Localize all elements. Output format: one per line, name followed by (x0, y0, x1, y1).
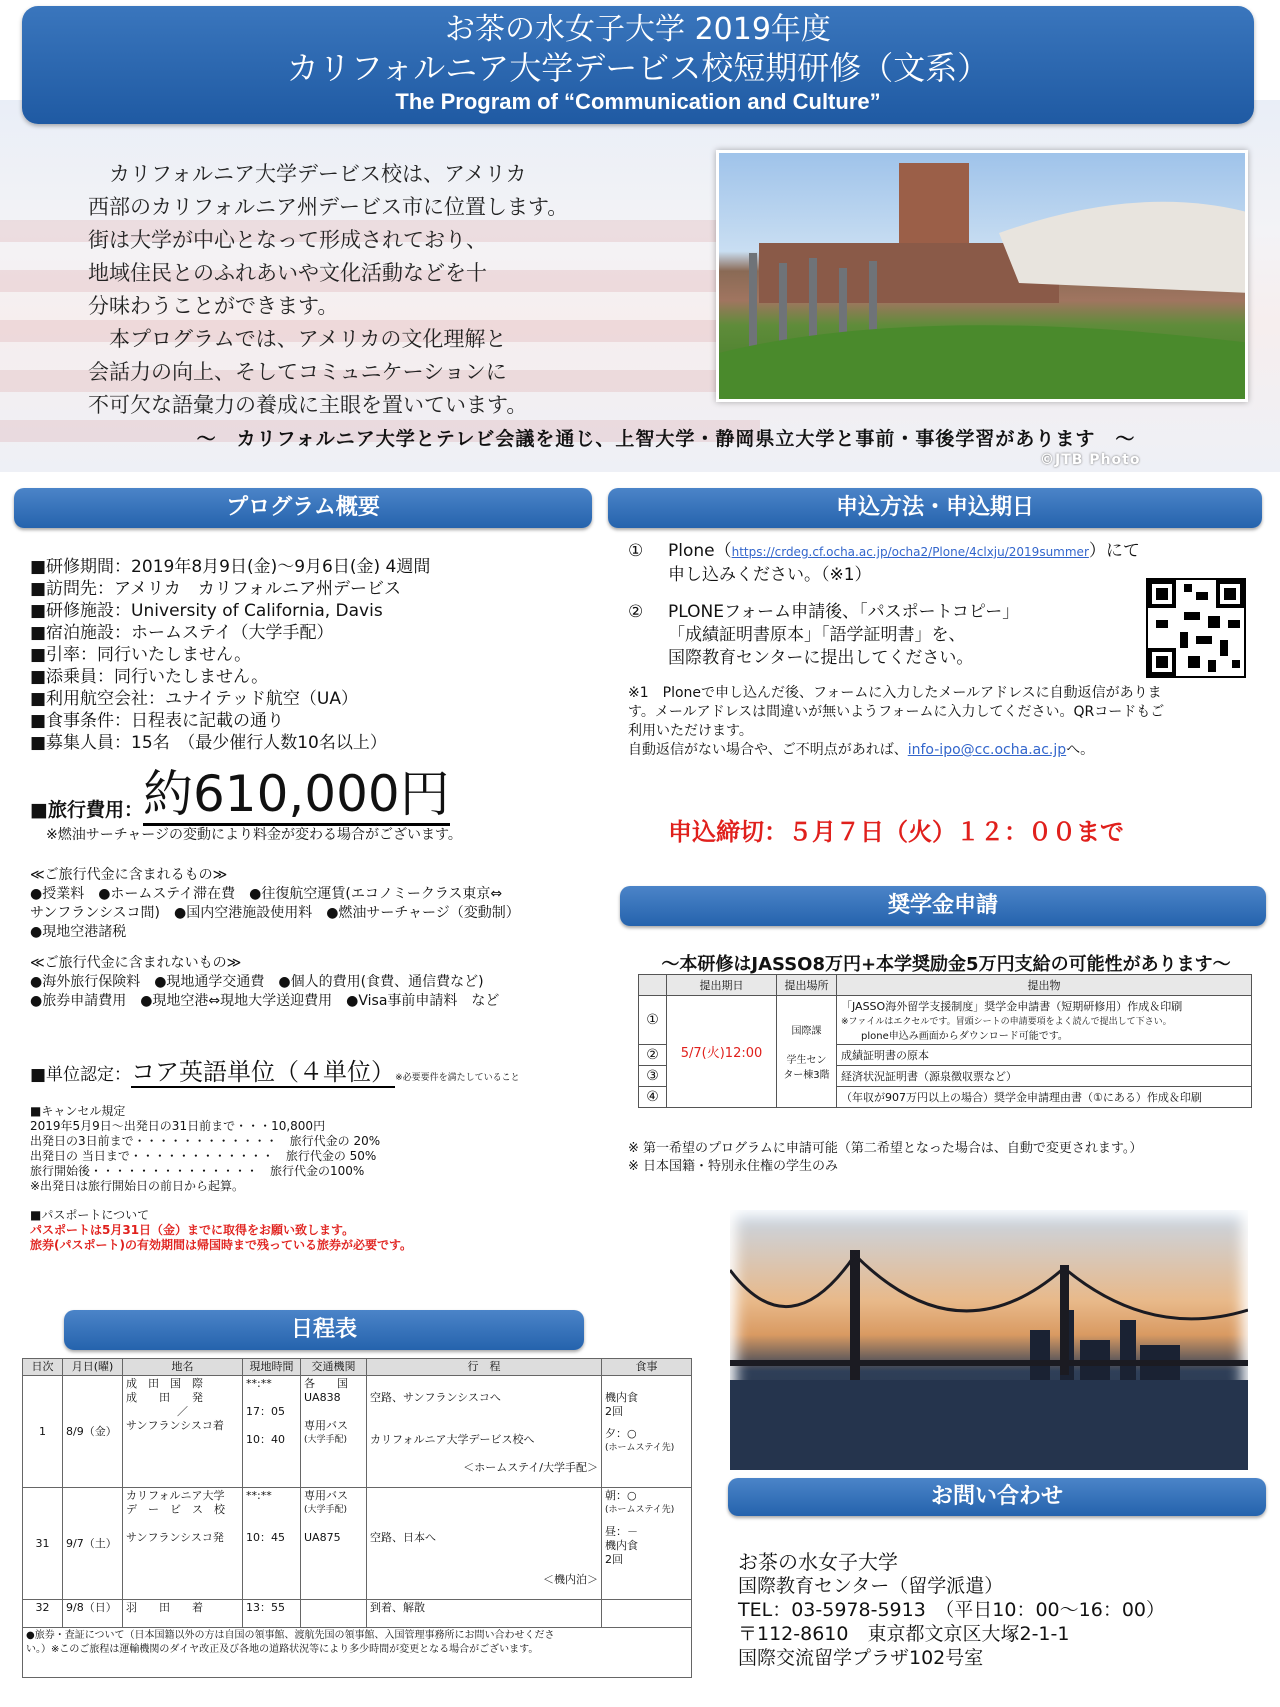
contact-heading: お問い合わせ (728, 1478, 1266, 1516)
schedule-heading: 日程表 (64, 1310, 584, 1350)
contact-info: お茶の水女子大学 国際教育センター（留学派遣） TEL：03-5978-5913 （平日10：00〜16：00） 〒112-8610 東京都文京区大塚2-1-1 国際交流留学プラザ102号室 (738, 1550, 1165, 1669)
fee-amount: 約610,000円 (143, 765, 450, 826)
apply-heading: 申込方法・申込期日 (608, 488, 1262, 528)
apply-steps: ① Plone（https://crdeg.cf.ocha.ac.jp/ocha2/Plone/4clxju/2019summer）にて 申し込みください。（※1） ② PLONEフォーム申請後、「パスポートコピー」 「成績証明書原本」「語学証明書」を、 国際教育センターに提出してください。 ※1 Ploneで申し込んだ後、フォームに入力したメールアドレスに自動返信がありま す。メールアドレスは間違いが無いようフォームに入力してください。QRコードもご 利用いただけます。 自動返信がない場合や、ご不明点があれば、info-ipo@cc.ocha.ac.jpへ。 (628, 541, 1165, 758)
fee-block (30, 766, 590, 845)
schedule-table: 日次 月日(曜) 地名 現地時間 交通機関 行 程 食事 1 8/9（金） 成 田 国 際 成 田 発 ／ サンフランシスコ着 **:** 17：05 10：40 各 国 UA838 専用バス (大学手配) 空路、サンフランシスコへ カリフォルニア大学デービス校へ ＜ホームステイ/大学手配＞ 機内食 2回 夕：○ (ホームステイ先) 31 9/7（土） カリフォルニア大学 デ ー ビ ス 校 サンフランシスコ発 **:** 10：45 専用バス (大学手配) UA875 空路、日本へ ＜機内泊＞ 朝：○ (ホームステイ先) 昼：－ 機内食 2回 32 9/8（日） 羽 田 着 13：55 到着、解散 ●旅券・査証について（日本国籍以外の方は自国の領事館、渡航先国の領事館、入国管理事務所にお問い合わせくださ い。）※このご旅程は運輸機関のダイヤ改正及び各地の道路状況等により多少時間が変更となる場合がございます。 (22, 1358, 692, 1678)
scholarship-table: 提出期日 提出場所 提出物 ① 5/7(火)12:00 国際課 学生セン ター棟3階 「JASSO海外留学支援制度」奨学金申請書（短期研修用）作成＆印刷 ※ファイルはエクセルです。冒頭シートの申請要項をよく読んで提出して下さい。 plone申込み画面からダウンロード可能です。 ② 成績証明書の原本 ③ 経済状況証明書（源泉徴収票など） ④ （年収が907万円以上の場合）奨学金申請理由書（①にある）作成＆印刷 (638, 974, 1252, 1108)
title-program: カリフォルニア大学デービス校短期研修（文系） (286, 49, 990, 87)
qr-code[interactable] (1146, 578, 1246, 678)
scholarship-notes: ※ 第一希望のプログラムに申請可能（第二希望となった場合は、自動で変更されます。） ※ 日本国籍・特別永住権の学生のみ (628, 1141, 1143, 1174)
submit-date: 5/7(火)12:00 (667, 996, 777, 1108)
page-header (22, 6, 1254, 124)
included-list: ≪ご旅行代金に含まれるもの≫ ●授業料 ●ホームステイ滞在費 ●往復航空運賃(エコノミークラス東京⇔ サンフランシスコ間) ●国内空港施設使用料 ●燃油サーチャージ（変動制） ●現地空港諸税 ≪ご旅行代金に含まれないもの≫ ●海外旅行保険料 ●現地通学交通費 ●個人的費用(食費、通信費など) ●旅券申請費用 ●現地空港⇔現地大学送迎費用 ●Visa事前申請料 など (30, 867, 520, 1009)
scholarship-heading: 奨学金申請 (620, 886, 1266, 926)
cancel-policy: ■キャンセル規定 2019年5月9日〜出発日の31日前まで・・・10,800円 出発日の3日前まで・・・・・・・・・・・・ 旅行代金の 20% 出発日の 当日まで・・・・・・・・・・・・ 旅行代金の 50% 旅行開始後・・・・・・・・・・・・・・ 旅行代金の100% ※出発日は旅行開始日の前日から起算。 ■パスポートについて パスポートは5月31日（金）までに取得をお願い致します。 旅券(パスポート)の有効期間は帰国時まで残っている旅券が必要です。 (30, 1104, 413, 1252)
campus-photo (716, 150, 1248, 402)
overview-heading: プログラム概要 (14, 488, 592, 528)
email-link[interactable]: info-ipo@cc.ocha.ac.jp (907, 742, 1067, 758)
tagline: 〜 カリフォルニア大学とテレビ会議を通じ、上智大学・静岡県立大学と事前・事後学習があります 〜 (196, 428, 1136, 450)
scholarship-subtitle: 〜本研修はJASSO8万円+本学奨励金5万円支給の可能性があります〜 (661, 954, 1231, 975)
bridge-photo (730, 1210, 1248, 1470)
credit-value: コア英語単位（４単位） (131, 1058, 396, 1086)
title-university: お茶の水女子大学 2019年度 (445, 12, 831, 47)
plone-link[interactable]: https://crdeg.cf.ocha.ac.jp/ocha2/Plone/4clxju/2019summer (731, 545, 1089, 559)
title-english: The Program of “Communication and Culture” (395, 89, 881, 114)
intro-text: カリフォルニア大学デービス校は、アメリカ 西部のカリフォルニア州デービス市に位置します。 街は大学が中心となって形成されており、 地域住民とのふれあいや文化活動などを十 分味わうことができます。 本プログラムでは、アメリカの文化理解と 会話力の向上、そしてコミュニケーションに 不可欠な語彙力の養成に主眼を置いています。 (88, 162, 569, 417)
overview-list: ■研修期間：2019年8月9日(金)～9月6日(金) 4週間 ■訪問先：アメリカ カリフォルニア州デービス ■研修施設：University of California, Davis ■宿泊施設：ホームステイ（大学手配） ■引率：同行いたしません。 ■添乗員：同行いたしません。 ■利用航空会社：ユナイテッド航空（UA） ■食事条件：日程表に記載の通り ■募集人員：15名 （最少催行人数10名以上） (30, 557, 431, 753)
credit-block: ■単位認定：コア英語単位（４単位）※必要要件を満たしていること (30, 1058, 520, 1086)
photo-credit: ©JTB Photo (1040, 452, 1141, 468)
deadline-text: 申込締切：５月７日（火）１２：００まで (668, 818, 1124, 846)
fee-label: ■旅行費用： (30, 799, 143, 821)
fee-note: ※燃油サーチャージの変動により料金が変わる場合がございます。 (46, 827, 462, 843)
